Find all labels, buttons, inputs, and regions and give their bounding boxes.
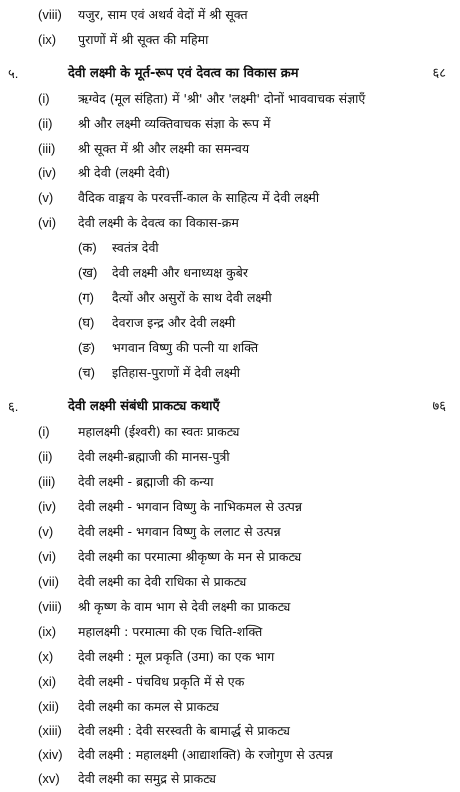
item-text: देवी लक्ष्मी : मूल प्रकृति (उमा) का एक भाग [78, 649, 275, 664]
sub-item-text: इतिहास-पुराणों में देवी लक्ष्मी [112, 365, 241, 380]
item-text: देवी लक्ष्मी - भगवान विष्णु के नाभिकमल से उत्पन्न [78, 499, 302, 514]
sub-item-number: (ग) [78, 290, 94, 305]
list-item [0, 187, 460, 209]
item-number: (v) [38, 190, 54, 205]
section-number: ५. [8, 66, 19, 81]
sub-item-number: (ङ) [78, 340, 95, 355]
item-text: श्री देवी (लक्ष्मी देवी) [78, 165, 171, 180]
item-number: (ix) [38, 624, 57, 639]
item-text: वैदिक वाङ्मय के परवर्त्ती-काल के साहित्य में देवी लक्ष्मी [78, 190, 320, 205]
list-item [0, 744, 460, 766]
item-number: (xiv) [38, 747, 63, 762]
list-item [0, 29, 460, 51]
item-number: (i) [38, 91, 50, 106]
item-text: देवी लक्ष्मी के देवत्व का विकास-क्रम [78, 215, 239, 230]
item-number: (vi) [38, 549, 57, 564]
item-number: (ii) [38, 116, 53, 131]
list-item [0, 646, 460, 668]
sub-item-text: देवराज इन्द्र और देवी लक्ष्मी [112, 315, 236, 330]
item-text: श्री सूक्त में श्री और लक्ष्मी का समन्वय [78, 141, 250, 156]
sub-item-number: (क) [78, 240, 97, 255]
item-text: देवी लक्ष्मी - पंचविध प्रकृति में से एक [78, 674, 245, 689]
item-number: (v) [38, 524, 54, 539]
item-text: देवी लक्ष्मी - भगवान विष्णु के ललाट से उत्पन्न [78, 524, 281, 539]
item-number: (vi) [38, 215, 57, 230]
list-item [0, 496, 460, 518]
sub-item-text: स्वतंत्र देवी [112, 240, 159, 255]
item-text: देवी लक्ष्मी का देवी राधिका से प्राकट्य [78, 574, 247, 589]
sub-list-item [0, 362, 460, 384]
list-item [0, 621, 460, 643]
page-number: ७६ [432, 399, 446, 414]
item-number: (x) [38, 649, 54, 664]
item-number: (ix) [38, 32, 57, 47]
item-text: देवी लक्ष्मी-ब्रह्माजी की मानस-पुत्री [78, 449, 230, 464]
item-text: श्री और लक्ष्मी व्यक्तिवाचक संज्ञा के रूप में [78, 116, 271, 131]
sub-item-number: (ख) [78, 265, 98, 280]
item-number: (xii) [38, 699, 59, 714]
list-item [0, 671, 460, 693]
sub-list-item [0, 287, 460, 309]
section-heading [0, 63, 460, 85]
item-text: श्री कृष्ण के वाम भाग से देवी लक्ष्मी का प्राकट्य [78, 599, 291, 614]
list-item [0, 138, 460, 160]
list-item [0, 596, 460, 618]
item-text: देवी लक्ष्मी : महालक्ष्मी (आद्याशक्ति) के रजोगुण से उत्पन्न [78, 747, 333, 762]
list-item [0, 4, 460, 26]
list-item [0, 720, 460, 742]
list-item [0, 446, 460, 468]
item-number: (iv) [38, 499, 57, 514]
section-number: ६. [8, 399, 19, 414]
item-text: देवी लक्ष्मी का परमात्मा श्रीकृष्ण के मन से प्राकट्य [78, 549, 302, 564]
sub-list-item [0, 337, 460, 359]
section-heading [0, 396, 460, 418]
sub-item-number: (घ) [78, 315, 95, 330]
page-number: ६८ [432, 66, 446, 81]
list-item [0, 696, 460, 718]
item-text: महालक्ष्मी : परमात्मा की एक चिति-शक्ति [78, 624, 263, 639]
sub-list-item [0, 312, 460, 334]
item-text: पुराणों में श्री सूक्त की महिमा [78, 32, 209, 47]
list-item [0, 212, 460, 234]
list-item [0, 546, 460, 568]
item-number: (xv) [38, 771, 60, 786]
item-number: (ii) [38, 449, 53, 464]
section-title: देवी लक्ष्मी संबंधी प्राकट्य कथाएँ [68, 399, 220, 414]
item-text: महालक्ष्मी (ईश्वरी) का स्वतः प्राकट्य [78, 424, 240, 439]
list-item [0, 768, 460, 790]
sub-item-text: देवी लक्ष्मी और धनाध्यक्ष कुबेर [112, 265, 248, 280]
list-item [0, 421, 460, 443]
item-number: (viii) [38, 7, 62, 22]
item-text: ऋग्वेद (मूल संहिता) में 'श्री' और 'लक्ष्मी' दोनों भाववाचक संज्ञाएँ [78, 91, 366, 106]
item-text: देवी लक्ष्मी : देवी सरस्वती के बामार्द्ध से प्राकट्य [78, 723, 290, 738]
item-number: (iii) [38, 141, 56, 156]
sub-item-text: भगवान विष्णु की पत्नी या शक्ति [112, 340, 259, 355]
list-item [0, 88, 460, 110]
list-item [0, 571, 460, 593]
item-text: देवी लक्ष्मी का समुद्र से प्राकट्य [78, 771, 216, 786]
list-item [0, 113, 460, 135]
item-text: देवी लक्ष्मी का कमल से प्राकट्य [78, 699, 219, 714]
item-number: (iii) [38, 474, 56, 489]
item-text: देवी लक्ष्मी - ब्रह्माजी की कन्या [78, 474, 214, 489]
item-number: (viii) [38, 599, 62, 614]
list-item [0, 471, 460, 493]
item-number: (iv) [38, 165, 57, 180]
section-title: देवी लक्ष्मी के मूर्त-रूप एवं देवत्व का विकास क्रम [68, 66, 299, 81]
sub-item-text: दैत्यों और असुरों के साथ देवी लक्ष्मी [112, 290, 272, 305]
item-number: (i) [38, 424, 50, 439]
item-number: (xiii) [38, 723, 62, 738]
item-number: (vii) [38, 574, 59, 589]
sub-list-item [0, 262, 460, 284]
item-number: (xi) [38, 674, 57, 689]
sub-list-item [0, 237, 460, 259]
list-item [0, 521, 460, 543]
list-item [0, 162, 460, 184]
sub-item-number: (च) [78, 365, 95, 380]
item-text: यजुर, साम एवं अथर्व वेदों में श्री सूक्त [78, 7, 248, 22]
